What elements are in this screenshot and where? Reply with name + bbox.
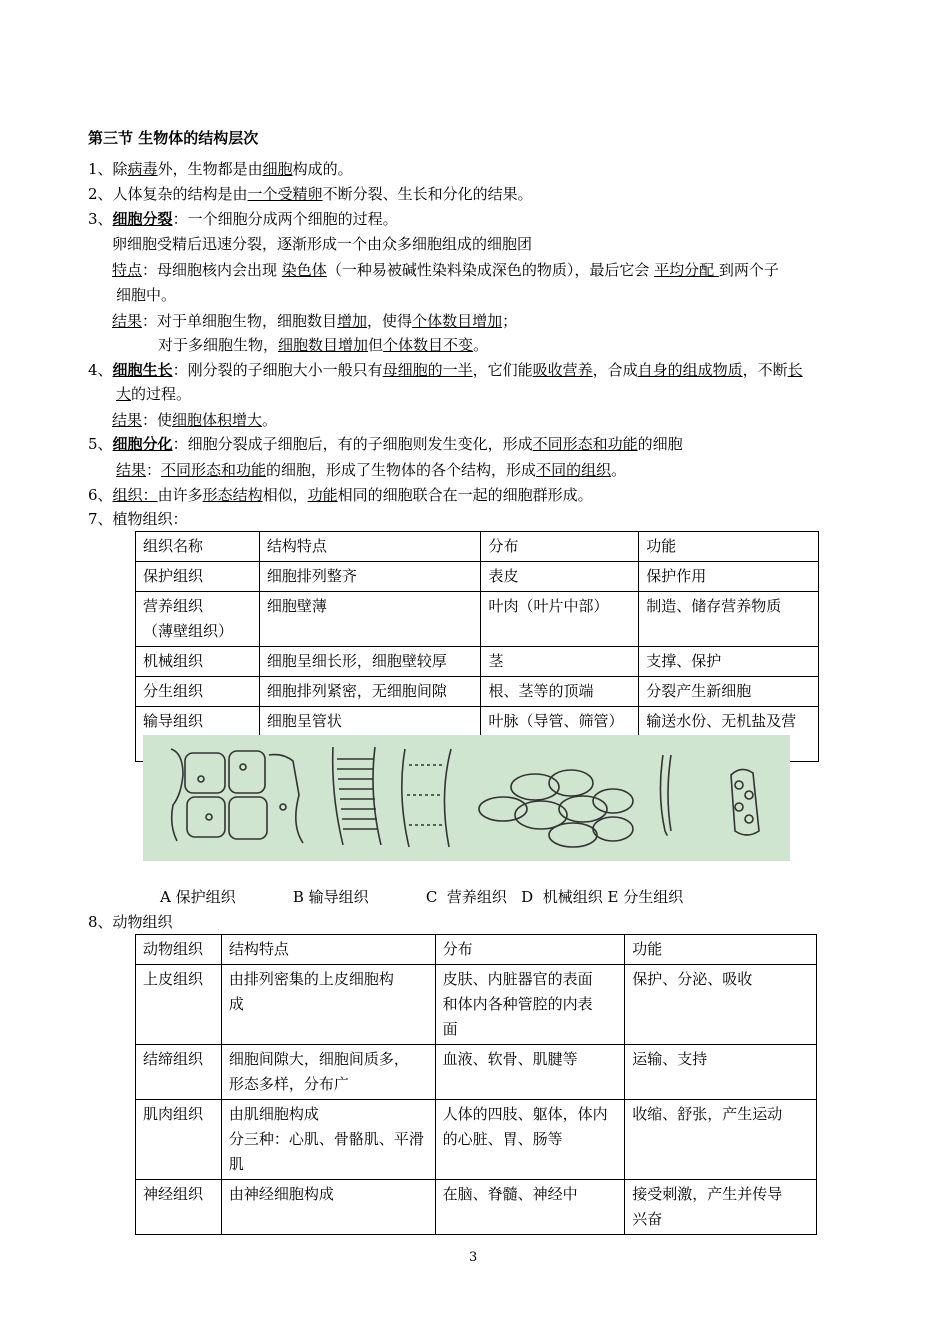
underlined-text: 平均分配 <box>654 261 719 279</box>
text: 外，生物都是由 <box>157 160 263 178</box>
underlined-text: 细胞体积增大 <box>172 411 263 429</box>
text: 1、除 <box>88 160 128 178</box>
table-cell: 肌肉组织 <box>136 1100 222 1180</box>
table-cell: 机械组织 <box>136 647 260 677</box>
paragraph-4-cont <box>116 384 191 404</box>
underlined-text: 细胞 <box>262 160 293 178</box>
underlined-text: 增加 <box>337 312 368 330</box>
table-cell: 支撑、保护 <box>639 647 819 677</box>
table-row <box>136 592 819 647</box>
table-cell: 人体的四肢、躯体，体内 的心脏、胃、肠等 <box>435 1100 625 1180</box>
text: 。 <box>473 336 489 354</box>
table-cell: 结缔组织 <box>136 1045 222 1100</box>
label: 结果 <box>112 312 143 330</box>
text: 2、人体复杂的结构是由 <box>88 185 248 203</box>
text: 对于多细胞生物， <box>158 336 279 354</box>
term-cell-differentiation: 细胞分化 <box>112 435 173 453</box>
underlined-text: 长 <box>787 361 803 379</box>
text: 5、 <box>88 435 113 453</box>
table-cell: 茎 <box>481 647 639 677</box>
paragraph-3-feature <box>112 260 779 280</box>
text: ； <box>502 312 518 330</box>
underlined-text: 不同的组织 <box>536 461 612 479</box>
table-cell: 分裂产生新细胞 <box>639 677 819 707</box>
text: ：细胞分裂成子细胞后，有的子细胞则发生变化，形成 <box>172 435 533 453</box>
paragraph-2 <box>88 184 533 204</box>
table-cell: 根、茎等的顶端 <box>481 677 639 707</box>
text: 由许多 <box>157 486 203 504</box>
text: 相似， <box>262 486 308 504</box>
underlined-text: 母细胞的一半 <box>382 361 473 379</box>
table-header-cell: 组织名称 <box>136 532 260 562</box>
text: 构成的。 <box>292 160 353 178</box>
underlined-text: 一个受精卵 <box>247 185 323 203</box>
table-cell: 叶脉（导管、筛管） <box>481 707 639 762</box>
text: 的细胞 <box>637 435 683 453</box>
figure-caption: A 保护组织 B 输导组织 C 营养组织 D 机械组织 E 分生组织 <box>160 888 684 906</box>
page-number: 3 <box>469 1250 478 1265</box>
table-row <box>136 647 819 677</box>
table-cell: 保护作用 <box>639 562 819 592</box>
paragraph-5 <box>88 434 683 454</box>
table-cell: 上皮组织 <box>136 965 222 1045</box>
paragraph-4 <box>88 360 803 380</box>
underlined-text: 染色体 <box>281 261 327 279</box>
paragraph-6 <box>88 485 593 505</box>
paragraph-3 <box>88 209 398 229</box>
table-cell: 在脑、脊髓、神经中 <box>435 1180 625 1235</box>
table-cell: 保护组织 <box>136 562 260 592</box>
text: ：对于单细胞生物，细胞数目 <box>142 312 338 330</box>
table-cell: 叶肉（叶片中部） <box>481 592 639 647</box>
label: 特点 <box>112 261 143 279</box>
table-header-cell: 功能 <box>639 532 819 562</box>
table-row <box>136 1100 817 1180</box>
table-row <box>136 562 819 592</box>
table-header-cell: 动物组织 <box>136 935 222 965</box>
text: 相同的细胞联合在一起的细胞群形成。 <box>337 486 593 504</box>
table-cell: 表皮 <box>481 562 639 592</box>
underlined-text: 自身的组成物质 <box>637 361 743 379</box>
table-cell: 输导组织 <box>136 707 260 762</box>
table-row <box>136 677 819 707</box>
table-cell: 运输、支持 <box>625 1045 817 1100</box>
text: ：母细胞核内会出现 <box>142 261 282 279</box>
label: 结果 <box>112 411 143 429</box>
table-header-row <box>136 532 819 562</box>
table-header-cell: 功能 <box>625 935 817 965</box>
underlined-text: 不同形态和功能 <box>532 435 638 453</box>
plant-tissue-table <box>135 531 819 762</box>
term-cell-growth: 细胞生长 <box>112 361 173 379</box>
tissue-illustration <box>143 735 790 861</box>
table-cell: 细胞呈细长形，细胞壁较厚 <box>259 647 481 677</box>
text: 的过程。 <box>131 385 192 403</box>
underlined-text: 形态结构 <box>202 486 263 504</box>
table-row <box>136 1045 817 1100</box>
table-header-cell: 分布 <box>481 532 639 562</box>
text: 3、 <box>88 210 113 228</box>
table-cell: 皮肤、内脏器官的表面 和体内各种管腔的内表 面 <box>435 965 625 1045</box>
underlined-text: 功能 <box>307 486 338 504</box>
text: 。 <box>262 411 278 429</box>
table-cell: 细胞间隙大，细胞间质多， 形态多样，分布广 <box>221 1045 435 1100</box>
underlined-text: 病毒 <box>127 160 158 178</box>
text: ，不断 <box>742 361 788 379</box>
table-cell: 细胞排列紧密，无细胞间隙 <box>259 677 481 707</box>
text: 6、 <box>88 486 113 504</box>
text: （一种易被碱性染料染成深色的物质），最后它会 <box>326 261 655 279</box>
table-cell: 由肌细胞构成 分三种：心肌、骨骼肌、平滑 肌 <box>221 1100 435 1180</box>
underlined-text: 吸收营养 <box>532 361 593 379</box>
text: ，它们能 <box>472 361 533 379</box>
table-row <box>136 965 817 1045</box>
text: 但 <box>368 336 384 354</box>
label: 结果 <box>116 461 147 479</box>
underlined-text: 个体数目不变 <box>383 336 474 354</box>
table-cell: 由排列密集的上皮细胞构 成 <box>221 965 435 1045</box>
text: 。 <box>611 461 627 479</box>
table-cell: 输送水份、无机盐及营 <box>639 707 819 762</box>
text: ，使得 <box>367 312 413 330</box>
paragraph-1 <box>88 159 353 179</box>
table-row <box>136 1180 817 1235</box>
text: ：刚分裂的子细胞大小一般只有 <box>172 361 383 379</box>
table-cell: 接受刺激，产生并传导 兴奋 <box>625 1180 817 1235</box>
text: ： <box>146 461 162 479</box>
table-header-row <box>136 935 817 965</box>
text: ，合成 <box>592 361 638 379</box>
table-cell: 分生组织 <box>136 677 260 707</box>
table-cell: 制造、储存营养物质 <box>639 592 819 647</box>
plant-tissue-heading: 7、植物组织： <box>88 510 188 528</box>
table-cell: 细胞呈管状 <box>259 707 481 762</box>
table-cell: 血液、软骨、肌腱等 <box>435 1045 625 1100</box>
text: ：使 <box>142 411 173 429</box>
table-header-cell: 结构特点 <box>259 532 481 562</box>
paragraph-3-line2: 卵细胞受精后迅速分裂，逐渐形成一个由众多细胞组成的细胞团 <box>112 235 533 253</box>
table-cell: 保护、分泌、吸收 <box>625 965 817 1045</box>
table-header-cell: 结构特点 <box>221 935 435 965</box>
text: 不断分裂、生长和分化的结果。 <box>322 185 533 203</box>
table-header-cell: 分布 <box>435 935 625 965</box>
term-cell-division: 细胞分裂 <box>112 210 173 228</box>
text: 到两个子 <box>718 261 779 279</box>
table-cell: 神经组织 <box>136 1180 222 1235</box>
paragraph-3-result2 <box>158 335 488 355</box>
underlined-text: 不同形态和功能 <box>161 461 267 479</box>
paragraph-4-result <box>112 410 277 430</box>
underlined-text: 个体数目增加 <box>412 312 503 330</box>
table-cell: 细胞排列整齐 <box>259 562 481 592</box>
underlined-text: 细胞数目增加 <box>278 336 369 354</box>
table-cell: 营养组织 （薄壁组织） <box>136 592 260 647</box>
text: 4、 <box>88 361 113 379</box>
table-cell: 细胞壁薄 <box>259 592 481 647</box>
paragraph-3-result <box>112 311 517 331</box>
paragraph-5-result <box>116 460 626 480</box>
plant-tissue-figure <box>143 735 790 861</box>
text: 的细胞，形成了生物体的各个结构，形成 <box>266 461 537 479</box>
paragraph-3-feature-cont: 细胞中。 <box>116 286 177 304</box>
text: ：一个细胞分成两个细胞的过程。 <box>172 210 398 228</box>
term-tissue: 组织： <box>112 486 158 504</box>
underlined-text: 大 <box>116 385 132 403</box>
table-cell: 收缩、舒张，产生运动 <box>625 1100 817 1180</box>
table-cell: 由神经细胞构成 <box>221 1180 435 1235</box>
section-title: 第三节 生物体的结构层次 <box>88 129 259 147</box>
animal-tissue-heading: 8、动物组织 <box>88 913 173 931</box>
animal-tissue-table <box>135 934 817 1235</box>
